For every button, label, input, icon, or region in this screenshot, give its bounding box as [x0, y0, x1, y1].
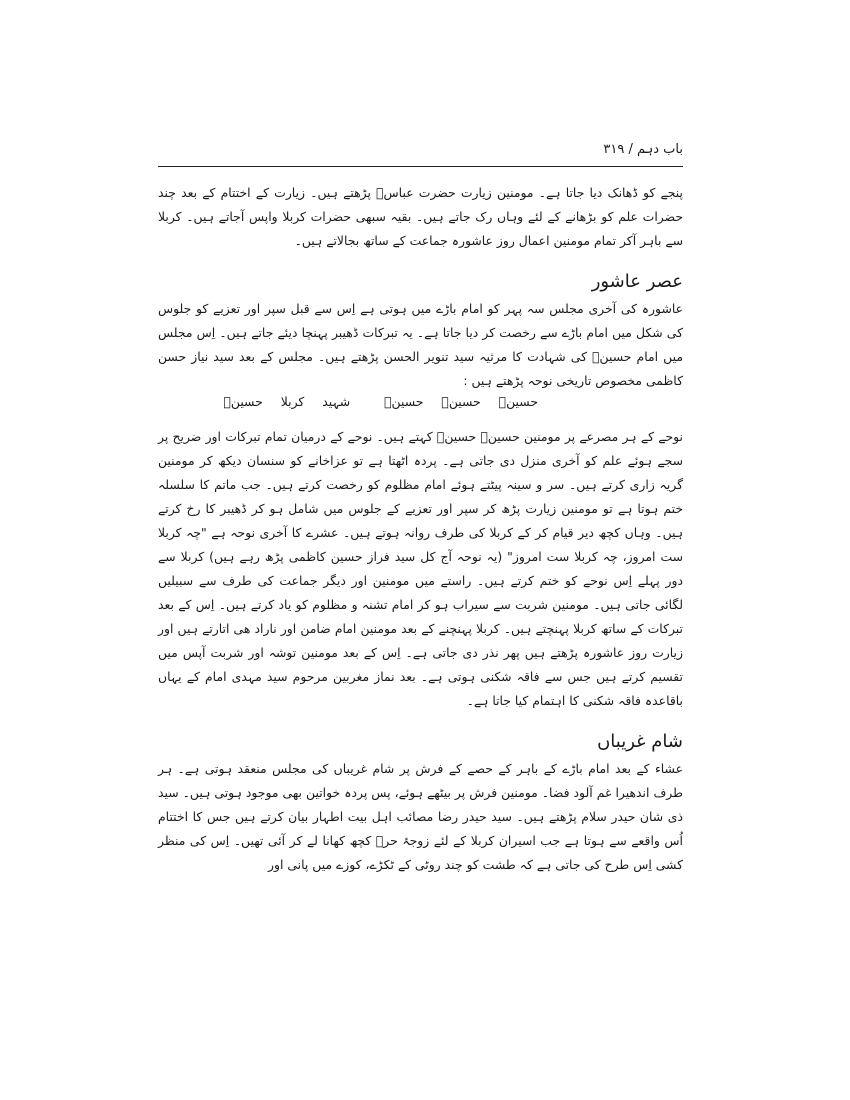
verse-word: حسینؑ — [441, 394, 481, 409]
book-page — [158, 140, 683, 877]
verse-word: حسینؑ — [384, 394, 424, 409]
sham-e-ghariban-paragraph-1: عشاء کے بعد امام باڑے کے باہر کے حصے کے فرش پر شام غریباں کی مجلس منعقد ہوتی ہے۔ ہر طرف اندھیرا غم آلود فضا۔ مومنین فرش پر بیٹھے ہوئے، پس پردہ خواتین بھی موجود ہوتی ہیں۔ سید ذی شان حیدر سلام پڑھتے ہیں۔ سید حیدر رضا مصائب اہل بیت اطہار بیان کرتے ہیں جس کا اختتام اُس واقعے سے ہوتا ہے جب اسیران کربلا کے لئے زوجۂ حرؑ کچھ کھانا لے کر آئی تھیں۔ اِس کی منظر کشی اِس طرح کی جاتی ہے کہ طشت کو چند روٹی کے ٹکڑے، کوزے میں پانی اور — [158, 761, 683, 872]
verse-word: حسینؑ — [223, 394, 263, 409]
section-heading-sham-e-ghariban: شام غریباں — [597, 731, 683, 752]
section1-continuation-paragraph: پنجے کو ڈھانک دیا جاتا ہے۔ مومنین زیارت حضرت عباسؑ پڑھتے ہیں۔ زیارت کے اختتام کے بعد چند حضرات علم کو بڑھانے کے لئے وہاں رک جاتے ہیں۔ بقیہ سبھی حضرات کربلا واپس آجاتے ہیں۔ کربلا سے باہر آکر تمام مومنین اعمال روز عاشورہ جماعت کے ساتھ بجالاتے ہیں۔ — [158, 185, 683, 248]
verse-word: حسینؑ — [498, 394, 538, 409]
verse-word: کربلا — [280, 394, 305, 409]
asr-ashur-paragraph-1: عاشورہ کی آخری مجلس سہ پہر کو امام باڑے میں ہوتی ہے اِس سے قبل سپر اور تعزیے کو جلوس کی شکل میں امام باڑے سے رخصت کر دیا جاتا ہے۔ یہ تبرکات ڈھیبر پہنچا دیئے جاتے ہیں۔ اِس مجلس میں امام حسینؑ کی شہادت کا مرثیہ سید تنویر الحسن پڑھتے ہیں۔ مجلس کے بعد سید نیاز حسن کاظمی مخصوص تاریخی نوحہ پڑھتے ہیں : — [158, 301, 683, 388]
verse-word: شہید — [322, 394, 351, 409]
noha-verse-line — [158, 393, 683, 411]
section-heading-asr-ashur: عصر عاشور — [591, 271, 683, 292]
running-head: باب دہم / ۳۱۹ — [603, 142, 683, 157]
asr-ashur-paragraph-2: نوحے کے ہر مصرعے پر مومنین حسینؑ حسینؑ کہتے ہیں۔ نوحے کے درمیان تمام تبرکات اور ضریح پر سجے ہوئے علم کو آخری منزل دی جاتی ہے۔ پردہ اٹھتا ہے تو عزاخانے کو سنسان دیکھ کر مومنین گریہ زاری کرتے ہیں۔ سر و سینہ پیٹتے ہوئے امام مظلوم کو رخصت کرتے ہیں۔ جب ماتم کا سلسلہ ختم ہوتا ہے تو مومنین زیارت پڑھ کر سپر اور تعزیے کے جلوس میں شامل ہو کر ڈھیبر کا رخ کرتے ہیں۔ وہاں کچھ دیر قیام کر کے کربلا کی طرف روانہ ہوتے ہیں۔ عشرے کا آخری نوحہ ہے "چہ کربلا ست امروز، چہ کربلا ست امروز" (یہ نوحہ آج کل سید فراز حسین کاظمی پڑھ رہے ہیں) کربلا سے دور پہلے اِس نوحے کو ختم کرتے ہیں۔ راستے میں مومنین اور دیگر جماعت کی طرف سے سبیلیں لگائی جاتی ہیں۔ مومنین شربت سے سیراب ہو کر امام تشنہ و مظلوم کو یاد کرتے ہیں۔ اِس کے بعد تبرکات کے ساتھ کربلا پہنچتے ہیں۔ کربلا پہنچنے کے بعد مومنین امام ضامن اور ناراد ھی اتارتے ہیں اور زیارت روز عاشورہ پڑھتے ہیں پھر نذر دی جاتی ہے۔ اِس کے بعد مومنین توشہ اور شربت آپس میں تقسیم کرتے ہیں جس سے فاقہ شکنی ہوتی ہے۔ بعد نماز مغربین مرحوم سید مہدی امام کے یہاں باقاعدہ فاقہ شکنی کا اہتمام کیا جاتا ہے۔ — [158, 429, 683, 708]
header-rule — [158, 166, 683, 167]
